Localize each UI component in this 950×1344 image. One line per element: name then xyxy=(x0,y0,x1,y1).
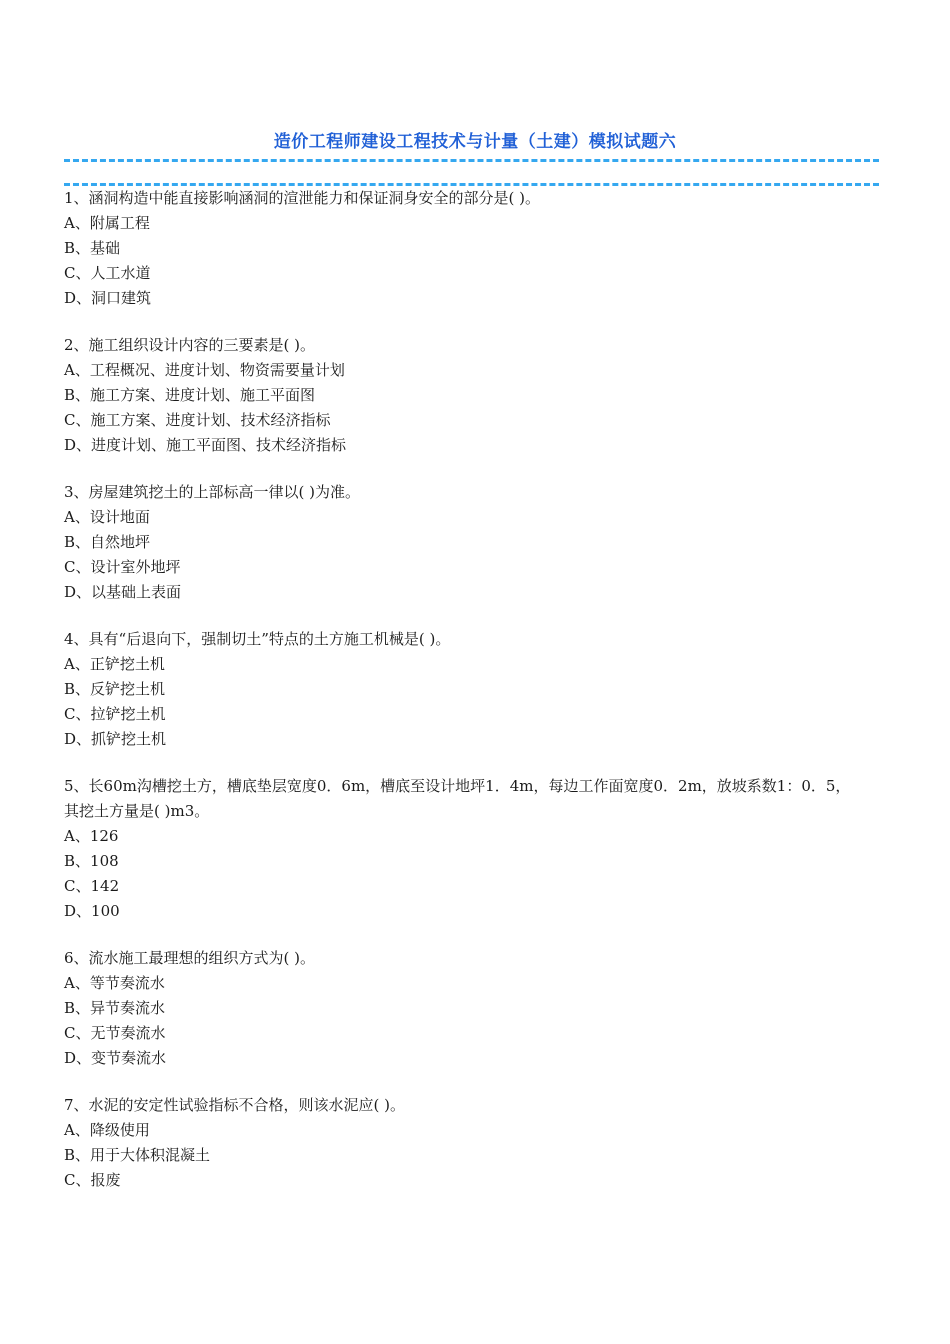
option-b: B、异节奏流水 xyxy=(64,999,166,1017)
option-d: D、洞口建筑 xyxy=(64,289,152,307)
option-a: A、工程概况、进度计划、物资需要量计划 xyxy=(64,361,345,379)
option-a: A、附属工程 xyxy=(64,214,150,232)
question-stem: 6、流水施工最理想的组织方式为( )。 xyxy=(64,949,316,967)
question-stem: 1、涵洞构造中能直接影响涵洞的渲泄能力和保证洞身安全的部分是( )。 xyxy=(64,189,541,207)
option-b: B、基础 xyxy=(64,239,121,257)
option-d: D、以基础上表面 xyxy=(64,583,182,601)
option-a: A、正铲挖土机 xyxy=(64,655,165,673)
option-a: A、等节奏流水 xyxy=(64,974,165,992)
question-stem: 3、房屋建筑挖土的上部标高一律以( )为准。 xyxy=(64,483,361,501)
option-d: D、100 xyxy=(64,902,120,920)
option-a: A、126 xyxy=(64,827,119,845)
question-7 xyxy=(64,1093,864,1193)
option-d: D、变节奏流水 xyxy=(64,1049,167,1067)
question-stem: 5、长60m沟槽挖土方，槽底垫层宽度0．6m，槽底至设计地坪1．4m，每边工作面宽度0．2m，放坡系数1：0．5，其挖土方量是( )m3。 xyxy=(64,777,851,820)
option-c: C、无节奏流水 xyxy=(64,1024,166,1042)
option-b: B、用于大体积混凝土 xyxy=(64,1146,211,1164)
option-c: C、设计室外地坪 xyxy=(64,558,181,576)
option-a: A、设计地面 xyxy=(64,508,150,526)
option-c: C、施工方案、进度计划、技术经济指标 xyxy=(64,411,331,429)
dashed-divider-top xyxy=(64,159,879,162)
document-title: 造价工程师建设工程技术与计量（土建）模拟试题六 xyxy=(273,132,677,152)
question-1 xyxy=(64,186,864,311)
option-c: C、人工水道 xyxy=(64,264,151,282)
option-c: C、拉铲挖土机 xyxy=(64,705,166,723)
question-stem: 2、施工组织设计内容的三要素是( )。 xyxy=(64,336,316,354)
question-list xyxy=(64,186,864,1215)
question-4 xyxy=(64,627,864,752)
option-d: D、进度计划、施工平面图、技术经济指标 xyxy=(64,436,347,454)
question-stem: 4、具有“后退向下，强制切土”特点的土方施工机械是( )。 xyxy=(64,630,451,648)
option-c: C、142 xyxy=(64,877,120,895)
option-b: B、自然地坪 xyxy=(64,533,151,551)
option-b: B、施工方案、进度计划、施工平面图 xyxy=(64,386,316,404)
question-3 xyxy=(64,480,864,605)
option-c: C、报废 xyxy=(64,1171,121,1189)
option-d: D、抓铲挖土机 xyxy=(64,730,167,748)
question-5 xyxy=(64,774,864,924)
option-b: B、108 xyxy=(64,852,119,870)
question-stem: 7、水泥的安定性试验指标不合格，则该水泥应( )。 xyxy=(64,1096,406,1114)
option-b: B、反铲挖土机 xyxy=(64,680,166,698)
option-a: A、降级使用 xyxy=(64,1121,150,1139)
question-6 xyxy=(64,946,864,1071)
question-2 xyxy=(64,333,864,458)
